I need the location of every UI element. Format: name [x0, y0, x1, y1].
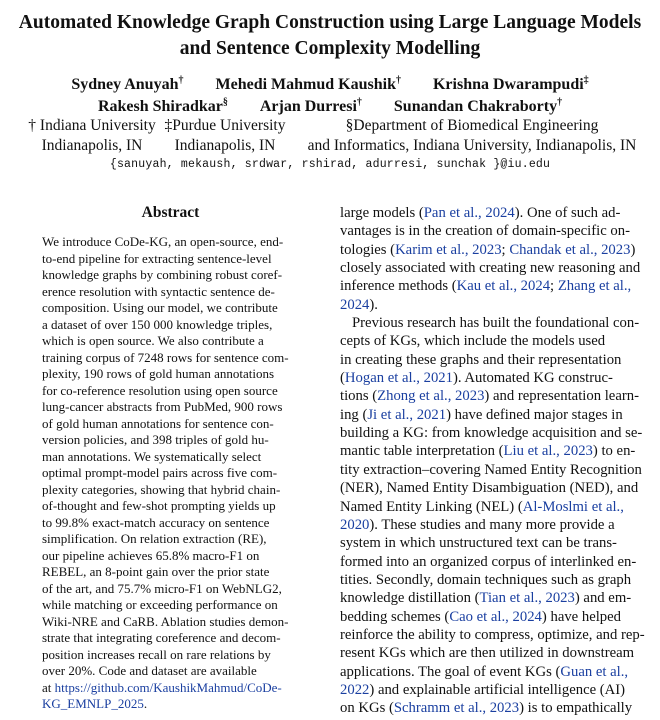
body-text-segment: applications. The goal of event KGs ( [340, 663, 561, 680]
body-text-segment: reinforce the ability to compress, optimize, and rep- [340, 626, 645, 643]
abstract-line: knowledge graphs by combining robust coref- [42, 267, 283, 282]
body-text-segment: ). One of such ad- [514, 205, 621, 221]
abstract-line: to-end pipeline for extracting sentence-level [42, 250, 272, 266]
citation-link[interactable]: Liu et al., 2023 [503, 443, 593, 460]
body-line [340, 534, 640, 552]
citation-link[interactable]: Ji et al., 2021 [367, 406, 447, 423]
body-line [340, 351, 640, 369]
abstract-link-line: KG_EMNLP_2025. [42, 696, 148, 711]
body-text-segment: vantages is in the creation of domain-specific on- [340, 223, 630, 240]
body-line [340, 442, 640, 460]
abstract-line: while matching or exceeding performance on [42, 597, 278, 612]
paper-title [0, 10, 660, 62]
body-line [340, 387, 640, 405]
body-line [340, 644, 640, 662]
citation-link[interactable]: Pan et al., 2024 [423, 205, 515, 221]
body-line [340, 681, 640, 699]
author-list [0, 74, 660, 118]
body-text-segment: large models ( [340, 205, 424, 221]
citation-link[interactable]: Tian et al., 2023 [479, 590, 575, 607]
body-line [340, 314, 640, 332]
body-text-segment: in creating these graphs and their representation [340, 351, 622, 368]
abstract-line: for co-reference resolution using open source [42, 382, 278, 398]
author: Sunandan Chakraborty† [393, 97, 563, 115]
body-line [340, 608, 640, 626]
body-text-segment: Named Entity Linking (NEL) ( [340, 498, 523, 515]
citation-link[interactable]: Kau et al., 2024 [456, 278, 551, 295]
abstract-section [42, 204, 299, 713]
citation-link[interactable]: Guan et al., [560, 663, 629, 680]
affiliation-biomedical: §Department of Biomedical Engineering and Informatics, Indiana University, Indianapolis, IN [307, 117, 637, 154]
body-text-segment: tologies ( [340, 241, 396, 258]
body-text-segment: system in which unstructured text can be trans- [340, 535, 617, 552]
citation-link[interactable]: Zhang et al., [557, 278, 632, 295]
citation-link[interactable]: Al-Moslmi et al., [522, 498, 624, 515]
body-line [340, 222, 640, 240]
citation-link[interactable]: 2022 [340, 681, 370, 698]
body-line [340, 479, 640, 497]
abstract-link-line: at https://github.com/KaushikMahmud/CoDe- [42, 679, 282, 695]
body-line [340, 241, 640, 259]
abstract-line: of-thought and few-shot prompting yields up [42, 498, 276, 513]
abstract-line: position increases recall on rare relations by [42, 646, 271, 662]
body-line [340, 626, 645, 644]
abstract-line: lung-cancer abstracts from PubMed, 900 rows [42, 399, 283, 414]
author: Arjan Durresi† [259, 97, 362, 115]
body-line [340, 332, 640, 350]
abstract-line: of gold human annotations for sentence con- [42, 415, 274, 431]
citation-link[interactable]: Cao et al., 2024 [449, 608, 542, 625]
body-text-segment: building a KG: from knowledge acquisition and se- [340, 425, 643, 442]
body-text-segment: resent KGs which are then utilized in downstream [340, 645, 635, 662]
author-line-1 [0, 74, 660, 96]
body-line [340, 204, 640, 222]
abstract-line: over 20%. Code and dataset are available [42, 663, 257, 678]
body-text-segment: ) and explainable artificial intelligence (AI) [369, 681, 626, 698]
body-text [340, 204, 645, 718]
body-text-segment: ). Automated KG construc- [453, 370, 613, 387]
body-text-segment: ) to en- [592, 443, 636, 460]
abstract-line: which is open source. We also contribute a [42, 333, 264, 348]
citation-link[interactable]: Karim et al., 2023 [395, 241, 502, 258]
title-line-2: and Sentence Complexity Modelling [179, 38, 481, 59]
citation-link[interactable]: 2020 [340, 516, 370, 533]
body-text-segment: Previous research has built the foundational con- [352, 315, 640, 332]
body-text-segment: ) and em- [574, 590, 632, 607]
body-text-segment: ). [369, 296, 378, 313]
email-addresses: {sanuyah, mekaush, srdwar, rshirad, adurresi, sunchak }@iu.edu [109, 158, 551, 171]
abstract-line: our pipeline achieves 65.8% macro-F1 on [42, 547, 260, 563]
author: Mehedi Mahmud Kaushik† [215, 75, 401, 93]
abstract-line: training corpus of 7248 rows for sentence com- [42, 349, 289, 365]
abstract-line: optimal prompt-model pairs across five com- [42, 465, 278, 480]
body-text-segment: formed into an organized corpus of interlinked en- [340, 553, 637, 570]
body-text-segment: ; [501, 241, 510, 258]
abstract-line: erence resolution with syntactic sentence de- [42, 283, 275, 299]
body-text-segment: knowledge distillation ( [340, 590, 480, 607]
body-text-segment: on KGs ( [340, 700, 394, 717]
body-line [340, 516, 640, 534]
author: Krishna Dwarampudi‡ [432, 75, 589, 93]
citation-link[interactable]: Hogan et al., 2021 [344, 370, 453, 387]
body-text-segment: ing ( [340, 406, 368, 423]
abstract-line: plexity, 190 rows of gold human annotations [42, 366, 275, 381]
abstract-text [42, 234, 299, 680]
citation-link[interactable]: Chandak et al., 2023 [509, 241, 631, 258]
abstract-line: man annotations. We systematically select [42, 448, 262, 464]
body-text-segment: tity extraction–covering Named Entity Recognition [340, 461, 642, 478]
abstract-heading: Abstract [141, 204, 200, 221]
body-text-segment: closely associated with creating new reasoning and [340, 260, 641, 277]
abstract-line: We introduce CoDe-KG, an open-source, end- [42, 234, 284, 249]
author: Sydney Anuyah† [71, 75, 184, 93]
body-line [340, 369, 640, 387]
abstract-line: REBEL, an 8-point gain over the prior state [42, 564, 270, 579]
body-line [340, 277, 640, 295]
body-text-segment: tions ( [340, 388, 378, 405]
body-line [340, 461, 640, 479]
body-text-segment: ) is to empathically [519, 700, 633, 717]
abstract-line: Wiki-NRE and CaRB. Ablation studies demon- [42, 613, 289, 629]
abstract-line: version policies, and 398 triples of gold hu- [42, 432, 269, 447]
abstract-line: of the art, and 75.7% micro-F1 on WebNLG2, [42, 580, 282, 596]
body-text-segment: ) have defined major stages in [446, 406, 623, 423]
title-line-1: Automated Knowledge Graph Construction using Large Language Models [18, 12, 642, 33]
abstract-line: simplification. On relation extraction (RE), [42, 531, 267, 546]
body-text-segment: ( [340, 370, 345, 387]
body-line [340, 589, 640, 607]
citation-link[interactable]: 2024 [340, 296, 370, 313]
abstract-line: composition. Using our model, we contribute [42, 300, 278, 315]
body-text-segment: (NER), Named Entity Disambiguation (NED), and [340, 480, 639, 497]
body-text-segment: ) have helped [541, 608, 622, 625]
body-text-segment: ; [550, 278, 558, 295]
body-line [340, 571, 640, 589]
body-text-segment: bedding schemes ( [340, 608, 450, 625]
body-text-segment: ) [630, 241, 636, 258]
abstract-line: plexity categories, showing that hybrid chain- [42, 481, 281, 497]
body-line [340, 663, 640, 681]
author: Rakesh Shiradkar§ [97, 97, 228, 115]
body-line [340, 553, 640, 571]
abstract-line: strate that integrating coreference and decom- [42, 630, 281, 645]
body-text-segment: ) and representation learn- [484, 388, 639, 405]
body-line [340, 406, 640, 424]
body-text-segment: tities. Secondly, domain techniques such as graph [340, 571, 632, 588]
body-text-segment: mantic table interpretation ( [340, 443, 504, 460]
repo-link[interactable]: https://github.com/KaushikMahmud/CoDe- [54, 679, 282, 695]
repo-link[interactable]: KG_EMNLP_2025 [42, 696, 144, 711]
body-line [340, 699, 640, 717]
body-text-segment: ). These studies and many more provide a [369, 516, 615, 533]
body-text-segment: inference methods ( [340, 278, 457, 295]
affiliation-purdue: ‡Purdue University Indianapolis, IN [164, 117, 286, 154]
body-line [340, 498, 640, 516]
body-line [340, 296, 640, 314]
body-line [340, 424, 643, 442]
body-text-segment: cepts of KGs, which include the models used [340, 333, 606, 350]
citation-link[interactable]: Zhong et al., 2023 [377, 388, 485, 405]
affiliation-indiana: † Indiana University Indianapolis, IN [28, 117, 156, 154]
body-line [340, 259, 640, 277]
author-line-2 [0, 96, 660, 118]
citation-link[interactable]: Schramm et al., 2023 [393, 700, 520, 717]
abstract-line: to 99.8% exact-match accuracy on sentence [42, 514, 270, 530]
abstract-line: a dataset of over 150 000 knowledge triples, [42, 316, 273, 332]
